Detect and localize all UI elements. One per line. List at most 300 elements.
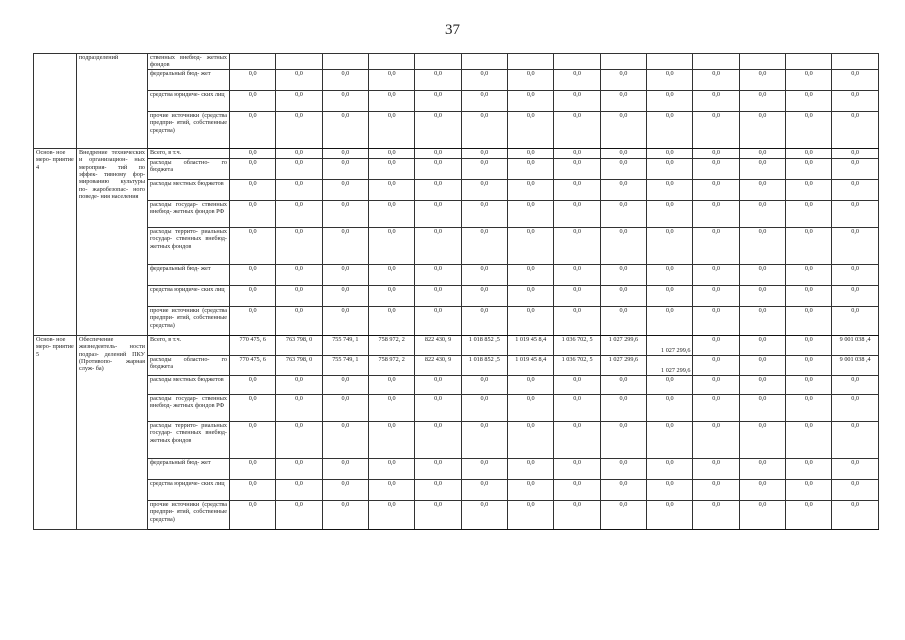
value-cell: 0,0 <box>415 500 461 529</box>
table-row <box>34 227 879 264</box>
value-cell: 0,0 <box>322 158 368 179</box>
funding-source-cell: средства юридиче- ских лиц <box>148 285 230 306</box>
value-cell: 0,0 <box>276 227 322 264</box>
value-cell: 0,0 <box>415 421 461 458</box>
funding-source-cell: прочие источники (средства предпри- ятий, собственные средства) <box>148 111 230 148</box>
value-cell: 0,0 <box>369 500 415 529</box>
value-cell: 0,0 <box>461 458 507 479</box>
value-cell <box>508 54 554 70</box>
value-cell: 0,0 <box>276 179 322 200</box>
value-cell: 0,0 <box>600 148 646 158</box>
value-cell: 0,0 <box>647 500 693 529</box>
table-row <box>34 158 879 179</box>
value-cell: 0,0 <box>415 111 461 148</box>
table-row <box>34 148 879 158</box>
value-cell: 0,0 <box>739 335 785 355</box>
funding-source-cell: средства юридиче- ских лиц <box>148 479 230 500</box>
value-cell: 0,0 <box>600 375 646 394</box>
value-cell: 1 027 299,6 <box>647 335 693 355</box>
value-cell: 0,0 <box>322 394 368 421</box>
value-cell: 763 798, 0 <box>276 355 322 375</box>
value-cell: 0,0 <box>786 111 832 148</box>
value-cell: 0,0 <box>230 111 276 148</box>
value-cell: 0,0 <box>600 479 646 500</box>
value-cell: 0,0 <box>554 69 600 90</box>
value-cell: 0,0 <box>693 355 739 375</box>
value-cell: 0,0 <box>230 148 276 158</box>
value-cell: 0,0 <box>600 200 646 227</box>
value-cell <box>786 54 832 70</box>
value-cell: 0,0 <box>508 500 554 529</box>
value-cell: 0,0 <box>322 264 368 285</box>
value-cell: 0,0 <box>647 264 693 285</box>
value-cell: 0,0 <box>832 264 878 285</box>
value-cell: 0,0 <box>369 69 415 90</box>
value-cell: 0,0 <box>415 375 461 394</box>
value-cell: 0,0 <box>230 90 276 111</box>
value-cell: 1 036 702, 5 <box>554 335 600 355</box>
value-cell: 0,0 <box>786 500 832 529</box>
value-cell: 0,0 <box>647 90 693 111</box>
value-cell: 0,0 <box>739 227 785 264</box>
value-cell: 0,0 <box>647 285 693 306</box>
value-cell: 0,0 <box>786 179 832 200</box>
value-cell: 0,0 <box>276 479 322 500</box>
funding-source-cell: расходы областно- го бюджета <box>148 158 230 179</box>
value-cell: 0,0 <box>461 179 507 200</box>
value-cell: 0,0 <box>693 335 739 355</box>
value-cell <box>415 54 461 70</box>
value-cell: 0,0 <box>786 158 832 179</box>
value-cell: 0,0 <box>693 421 739 458</box>
value-cell: 0,0 <box>693 111 739 148</box>
value-cell: 1 018 852 ,5 <box>461 335 507 355</box>
value-cell: 0,0 <box>693 69 739 90</box>
value-cell: 0,0 <box>276 306 322 335</box>
value-cell: 0,0 <box>508 394 554 421</box>
value-cell: 0,0 <box>832 69 878 90</box>
value-cell: 0,0 <box>647 227 693 264</box>
value-cell: 0,0 <box>647 375 693 394</box>
value-cell: 0,0 <box>230 264 276 285</box>
table-row <box>34 421 879 458</box>
value-cell: 0,0 <box>739 179 785 200</box>
value-cell: 0,0 <box>600 227 646 264</box>
funding-source-cell: расходы областно- го бюджета <box>148 355 230 375</box>
value-cell: 0,0 <box>276 148 322 158</box>
value-cell <box>461 54 507 70</box>
value-cell: 0,0 <box>415 200 461 227</box>
value-cell: 0,0 <box>739 69 785 90</box>
funding-source-cell: ственных внебюд- жетных фондов <box>148 54 230 70</box>
value-cell <box>230 54 276 70</box>
event-title-cell: Обеспечение жизнедеятель- ности подраз- делений ПКУ (Противопо- жарная служ- ба) <box>77 335 148 529</box>
value-cell: 0,0 <box>276 421 322 458</box>
table-row <box>34 335 879 355</box>
value-cell <box>647 54 693 70</box>
value-cell: 9 001 038 ,4 <box>832 355 878 375</box>
value-cell: 0,0 <box>647 148 693 158</box>
value-cell: 755 749, 1 <box>322 335 368 355</box>
value-cell: 0,0 <box>415 158 461 179</box>
value-cell: 0,0 <box>832 90 878 111</box>
value-cell: 0,0 <box>230 306 276 335</box>
value-cell: 755 749, 1 <box>322 355 368 375</box>
funding-source-cell: федеральный бюд- жет <box>148 264 230 285</box>
value-cell: 0,0 <box>600 179 646 200</box>
value-cell: 0,0 <box>322 421 368 458</box>
value-cell: 0,0 <box>230 500 276 529</box>
value-cell: 0,0 <box>832 227 878 264</box>
value-cell: 9 001 038 ,4 <box>832 335 878 355</box>
value-cell: 0,0 <box>693 306 739 335</box>
value-cell: 0,0 <box>786 394 832 421</box>
value-cell <box>832 54 878 70</box>
value-cell: 0,0 <box>461 285 507 306</box>
value-cell: 0,0 <box>369 90 415 111</box>
value-cell: 0,0 <box>554 306 600 335</box>
value-cell: 0,0 <box>230 179 276 200</box>
value-cell: 0,0 <box>693 148 739 158</box>
value-cell: 0,0 <box>693 158 739 179</box>
value-cell: 0,0 <box>739 421 785 458</box>
value-cell: 0,0 <box>832 500 878 529</box>
table-row <box>34 375 879 394</box>
value-cell: 0,0 <box>693 264 739 285</box>
value-cell: 0,0 <box>739 158 785 179</box>
value-cell: 0,0 <box>461 375 507 394</box>
funding-source-cell: федеральный бюд- жет <box>148 458 230 479</box>
value-cell: 0,0 <box>461 148 507 158</box>
value-cell: 0,0 <box>415 264 461 285</box>
value-cell: 0,0 <box>508 200 554 227</box>
funding-source-cell: Всего, в т.ч. <box>148 148 230 158</box>
value-cell: 0,0 <box>276 375 322 394</box>
value-cell: 0,0 <box>322 458 368 479</box>
value-cell: 0,0 <box>832 148 878 158</box>
table-row <box>34 264 879 285</box>
value-cell <box>739 54 785 70</box>
value-cell: 0,0 <box>786 69 832 90</box>
value-cell: 0,0 <box>461 264 507 285</box>
value-cell: 758 972, 2 <box>369 355 415 375</box>
value-cell: 0,0 <box>832 394 878 421</box>
table-row <box>34 355 879 375</box>
value-cell: 0,0 <box>693 375 739 394</box>
value-cell: 0,0 <box>693 179 739 200</box>
value-cell: 0,0 <box>369 458 415 479</box>
value-cell: 0,0 <box>786 335 832 355</box>
value-cell: 0,0 <box>322 479 368 500</box>
value-cell: 0,0 <box>600 394 646 421</box>
value-cell: 0,0 <box>322 227 368 264</box>
value-cell: 0,0 <box>322 500 368 529</box>
value-cell: 0,0 <box>230 421 276 458</box>
value-cell: 0,0 <box>322 285 368 306</box>
value-cell: 0,0 <box>508 458 554 479</box>
table-row <box>34 306 879 335</box>
value-cell: 0,0 <box>786 355 832 375</box>
value-cell: 0,0 <box>554 264 600 285</box>
value-cell: 0,0 <box>369 200 415 227</box>
value-cell: 0,0 <box>647 200 693 227</box>
value-cell: 0,0 <box>786 479 832 500</box>
value-cell: 0,0 <box>739 355 785 375</box>
value-cell: 0,0 <box>508 421 554 458</box>
value-cell: 0,0 <box>832 421 878 458</box>
funding-source-cell: средства юридиче- ских лиц <box>148 90 230 111</box>
value-cell: 0,0 <box>554 158 600 179</box>
value-cell: 0,0 <box>508 158 554 179</box>
value-cell: 0,0 <box>415 69 461 90</box>
value-cell: 0,0 <box>322 148 368 158</box>
value-cell: 1 019 45 8,4 <box>508 355 554 375</box>
value-cell: 770 475, 6 <box>230 335 276 355</box>
funding-source-cell: расходы местных бюджетов <box>148 375 230 394</box>
value-cell: 0,0 <box>369 306 415 335</box>
value-cell: 0,0 <box>276 158 322 179</box>
value-cell: 1 027 299,6 <box>647 355 693 375</box>
value-cell: 0,0 <box>832 285 878 306</box>
table-row <box>34 479 879 500</box>
value-cell: 0,0 <box>415 227 461 264</box>
value-cell: 0,0 <box>832 375 878 394</box>
value-cell: 0,0 <box>693 227 739 264</box>
funding-source-cell: расходы террито- риальных государ- ственных внебюд- жетных фондов <box>148 421 230 458</box>
value-cell: 1 019 45 8,4 <box>508 335 554 355</box>
value-cell: 0,0 <box>230 69 276 90</box>
value-cell: 0,0 <box>461 479 507 500</box>
value-cell: 0,0 <box>600 458 646 479</box>
value-cell: 0,0 <box>276 285 322 306</box>
value-cell: 0,0 <box>786 458 832 479</box>
value-cell: 0,0 <box>832 179 878 200</box>
funding-source-cell: расходы террито- риальных государ- ственных внебюд- жетных фондов <box>148 227 230 264</box>
value-cell: 758 972, 2 <box>369 335 415 355</box>
table-row <box>34 69 879 90</box>
value-cell: 0,0 <box>600 90 646 111</box>
value-cell: 0,0 <box>600 306 646 335</box>
funding-source-cell: федеральный бюд- жет <box>148 69 230 90</box>
value-cell: 0,0 <box>322 375 368 394</box>
table-row <box>34 90 879 111</box>
value-cell: 0,0 <box>647 394 693 421</box>
value-cell: 0,0 <box>693 200 739 227</box>
value-cell: 0,0 <box>739 111 785 148</box>
value-cell: 0,0 <box>739 375 785 394</box>
value-cell: 0,0 <box>832 458 878 479</box>
value-cell: 0,0 <box>461 227 507 264</box>
value-cell: 0,0 <box>415 179 461 200</box>
value-cell: 0,0 <box>230 227 276 264</box>
value-cell: 0,0 <box>739 90 785 111</box>
value-cell: 0,0 <box>600 500 646 529</box>
value-cell: 0,0 <box>230 200 276 227</box>
value-cell: 0,0 <box>554 421 600 458</box>
value-cell: 0,0 <box>415 285 461 306</box>
value-cell: 0,0 <box>415 458 461 479</box>
event-title-cell: Внедрение технических и организацион- ных мероприя- тий по эффек- тивному фор- мированию культуры по- жаробезопас- ного поведе- ния населения <box>77 148 148 335</box>
value-cell: 0,0 <box>415 306 461 335</box>
value-cell: 0,0 <box>832 306 878 335</box>
value-cell: 0,0 <box>322 90 368 111</box>
value-cell: 0,0 <box>786 285 832 306</box>
event-number-cell: Основ- ное меро- приятие 4 <box>34 148 77 335</box>
value-cell: 0,0 <box>230 394 276 421</box>
table-row <box>34 200 879 227</box>
page-number: 37 <box>445 22 460 38</box>
value-cell: 0,0 <box>369 421 415 458</box>
value-cell: 0,0 <box>739 500 785 529</box>
value-cell: 0,0 <box>693 500 739 529</box>
value-cell: 0,0 <box>230 479 276 500</box>
table-row <box>34 179 879 200</box>
value-cell: 0,0 <box>230 285 276 306</box>
value-cell: 0,0 <box>461 200 507 227</box>
value-cell: 0,0 <box>647 69 693 90</box>
value-cell: 0,0 <box>461 69 507 90</box>
value-cell: 0,0 <box>739 458 785 479</box>
value-cell: 0,0 <box>600 158 646 179</box>
value-cell: 0,0 <box>508 264 554 285</box>
value-cell: 0,0 <box>647 421 693 458</box>
table-row <box>34 111 879 148</box>
value-cell: 0,0 <box>739 264 785 285</box>
value-cell: 0,0 <box>369 479 415 500</box>
value-cell: 0,0 <box>647 111 693 148</box>
value-cell: 0,0 <box>230 375 276 394</box>
value-cell: 0,0 <box>693 394 739 421</box>
value-cell: 1 018 852 ,5 <box>461 355 507 375</box>
value-cell <box>600 54 646 70</box>
value-cell: 0,0 <box>415 394 461 421</box>
value-cell: 0,0 <box>693 90 739 111</box>
value-cell: 0,0 <box>369 375 415 394</box>
value-cell: 0,0 <box>276 264 322 285</box>
value-cell: 1 027 299,6 <box>600 355 646 375</box>
value-cell: 0,0 <box>786 148 832 158</box>
value-cell: 0,0 <box>786 90 832 111</box>
funding-source-cell: расходы государ- ственных внебюд- жетных фондов РФ <box>148 200 230 227</box>
value-cell: 0,0 <box>832 111 878 148</box>
value-cell: 0,0 <box>786 264 832 285</box>
value-cell: 0,0 <box>508 306 554 335</box>
value-cell: 0,0 <box>276 394 322 421</box>
value-cell: 0,0 <box>554 394 600 421</box>
value-cell: 0,0 <box>739 479 785 500</box>
value-cell: 0,0 <box>554 90 600 111</box>
value-cell: 0,0 <box>508 69 554 90</box>
value-cell: 0,0 <box>739 285 785 306</box>
value-cell: 0,0 <box>322 306 368 335</box>
value-cell: 0,0 <box>322 179 368 200</box>
event-title-cell: подразделений <box>77 54 148 149</box>
event-number-cell: Основ- ное меро- приятие 5 <box>34 335 77 529</box>
value-cell: 0,0 <box>461 306 507 335</box>
value-cell: 0,0 <box>554 375 600 394</box>
value-cell: 0,0 <box>508 285 554 306</box>
value-cell: 0,0 <box>461 90 507 111</box>
value-cell: 0,0 <box>832 158 878 179</box>
value-cell: 1 036 702, 5 <box>554 355 600 375</box>
table-row <box>34 285 879 306</box>
value-cell: 0,0 <box>322 111 368 148</box>
value-cell: 0,0 <box>508 111 554 148</box>
value-cell: 0,0 <box>786 375 832 394</box>
value-cell: 0,0 <box>369 148 415 158</box>
value-cell: 0,0 <box>600 111 646 148</box>
funding-source-cell: прочие источники (средства предпри- ятий, собственные средства) <box>148 306 230 335</box>
value-cell: 0,0 <box>647 158 693 179</box>
value-cell: 0,0 <box>554 227 600 264</box>
value-cell: 0,0 <box>508 148 554 158</box>
budget-table <box>33 53 879 530</box>
value-cell: 0,0 <box>276 69 322 90</box>
value-cell: 0,0 <box>276 111 322 148</box>
value-cell: 822 430, 9 <box>415 355 461 375</box>
value-cell: 0,0 <box>369 285 415 306</box>
value-cell: 770 475, 6 <box>230 355 276 375</box>
value-cell: 763 798, 0 <box>276 335 322 355</box>
value-cell: 0,0 <box>600 69 646 90</box>
value-cell: 0,0 <box>647 479 693 500</box>
value-cell: 0,0 <box>461 394 507 421</box>
value-cell: 0,0 <box>461 421 507 458</box>
value-cell: 0,0 <box>739 200 785 227</box>
value-cell: 0,0 <box>508 375 554 394</box>
value-cell: 0,0 <box>508 479 554 500</box>
value-cell: 0,0 <box>415 148 461 158</box>
value-cell: 0,0 <box>415 479 461 500</box>
value-cell: 0,0 <box>554 148 600 158</box>
funding-source-cell: расходы государ- ственных внебюд- жетных фондов РФ <box>148 394 230 421</box>
value-cell <box>322 54 368 70</box>
event-number-cell <box>34 54 77 149</box>
value-cell: 822 430, 9 <box>415 335 461 355</box>
value-cell <box>554 54 600 70</box>
value-cell: 0,0 <box>647 179 693 200</box>
value-cell: 0,0 <box>600 285 646 306</box>
value-cell: 0,0 <box>415 90 461 111</box>
value-cell: 0,0 <box>786 421 832 458</box>
value-cell: 0,0 <box>647 458 693 479</box>
value-cell: 0,0 <box>832 479 878 500</box>
value-cell: 0,0 <box>832 200 878 227</box>
funding-source-cell: расходы местных бюджетов <box>148 179 230 200</box>
value-cell: 0,0 <box>554 111 600 148</box>
value-cell: 0,0 <box>230 158 276 179</box>
value-cell: 0,0 <box>739 394 785 421</box>
value-cell: 0,0 <box>369 227 415 264</box>
value-cell: 0,0 <box>647 306 693 335</box>
value-cell: 0,0 <box>508 179 554 200</box>
value-cell: 0,0 <box>693 458 739 479</box>
value-cell: 0,0 <box>554 285 600 306</box>
value-cell: 0,0 <box>786 227 832 264</box>
value-cell: 1 027 299,6 <box>600 335 646 355</box>
value-cell <box>369 54 415 70</box>
value-cell: 0,0 <box>739 306 785 335</box>
value-cell: 0,0 <box>600 421 646 458</box>
value-cell: 0,0 <box>322 69 368 90</box>
value-cell: 0,0 <box>786 200 832 227</box>
value-cell: 0,0 <box>739 148 785 158</box>
value-cell: 0,0 <box>554 500 600 529</box>
value-cell: 0,0 <box>508 227 554 264</box>
funding-source-cell: Всего, в т.ч. <box>148 335 230 355</box>
value-cell <box>693 54 739 70</box>
value-cell: 0,0 <box>786 306 832 335</box>
